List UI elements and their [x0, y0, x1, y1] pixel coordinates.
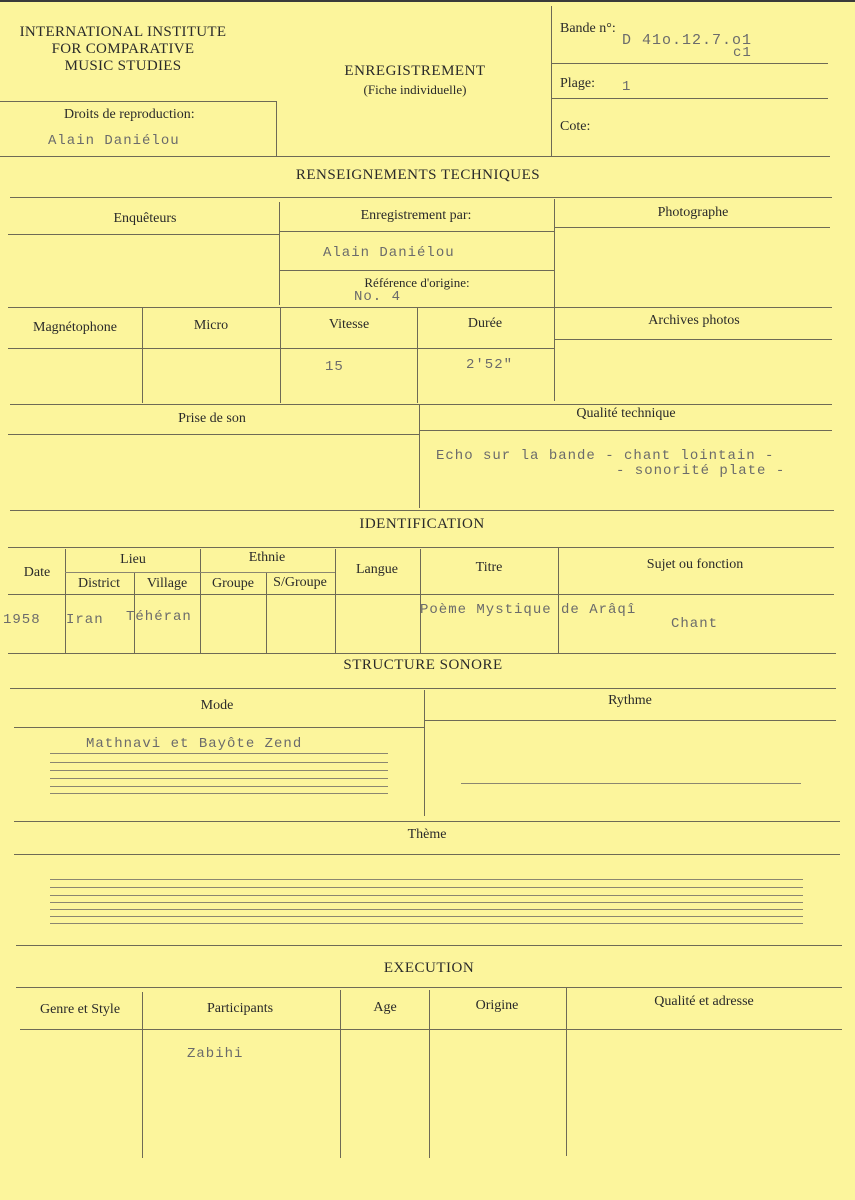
divider-line: [16, 945, 842, 946]
divider-line: [419, 404, 420, 508]
plage-label: Plage:: [560, 76, 595, 91]
band-suffix: c1: [733, 45, 752, 61]
divider-line: [50, 916, 803, 917]
row-date: 1958: [3, 612, 41, 628]
divider-line: [14, 854, 840, 855]
mode-value: Mathnavi et Bayôte Zend: [86, 736, 303, 752]
execution-section-title: EXECUTION: [383, 960, 475, 976]
age-label: Age: [373, 1000, 397, 1015]
structure-section-title: STRUCTURE SONORE: [343, 657, 503, 673]
micro-label: Micro: [193, 318, 229, 333]
ethnie-label: Ethnie: [248, 550, 286, 565]
divider-line: [10, 197, 832, 198]
institute-line-2: FOR COMPARATIVE: [51, 41, 195, 57]
divider-line: [551, 98, 828, 99]
participants-label: Participants: [206, 1001, 274, 1016]
row-sujet: Chant: [671, 616, 719, 632]
divider-line: [200, 549, 201, 653]
divider-line: [419, 430, 832, 431]
vitesse-label: Vitesse: [328, 317, 370, 332]
divider-line: [551, 63, 828, 64]
divider-line: [279, 270, 554, 271]
divider-line: [279, 231, 554, 232]
divider-line: [558, 547, 559, 653]
lieu-label: Lieu: [120, 552, 146, 567]
divider-line: [50, 762, 388, 763]
cote-label: Cote:: [560, 119, 591, 134]
divider-line: [0, 101, 276, 102]
duree-value: 2'52": [466, 357, 514, 373]
rights-label: Droits de reproduction:: [64, 107, 195, 122]
divider-line: [142, 307, 143, 403]
date-label: Date: [23, 565, 51, 580]
form-title: ENREGISTREMENT: [344, 63, 486, 79]
divider-line: [8, 348, 555, 349]
divider-line: [50, 895, 803, 896]
divider-line: [461, 783, 801, 784]
qualite-adresse-label: Qualité et adresse: [654, 994, 754, 1009]
divider-line: [554, 305, 555, 401]
divider-line: [276, 101, 277, 156]
magnetophone-label: Magnétophone: [33, 320, 117, 335]
divider-line: [8, 547, 834, 548]
qualite-technique-line-2: - sonorité plate -: [616, 463, 786, 479]
divider-line: [279, 202, 280, 305]
institute-line-3: MUSIC STUDIES: [64, 58, 182, 74]
mode-label: Mode: [200, 698, 234, 713]
participant-value: Zabihi: [187, 1046, 244, 1062]
band-label: Bande n°:: [560, 21, 616, 36]
institute-line-1: INTERNATIONAL INSTITUTE: [19, 24, 227, 40]
form-subtitle: (Fiche individuelle): [363, 82, 467, 97]
divider-line: [10, 510, 834, 511]
divider-line: [14, 821, 840, 822]
divider-line: [65, 572, 335, 573]
reference-label: Référence d'origine:: [364, 275, 470, 290]
institute-name: [0, 24, 246, 75]
divider-line: [142, 992, 143, 1158]
divider-line: [566, 988, 567, 1156]
qualite-technique-line-1: Echo sur la bande - chant lointain -: [436, 448, 775, 464]
qualite-technique-label: Qualité technique: [576, 406, 676, 421]
photographe-label: Photographe: [657, 205, 729, 220]
divider-line: [50, 793, 388, 794]
enqueteurs-label: Enquêteurs: [113, 211, 177, 226]
duree-label: Durée: [467, 316, 503, 331]
divider-line: [8, 653, 836, 654]
divider-line: [424, 720, 836, 721]
divider-line: [10, 688, 836, 689]
divider-line: [340, 990, 341, 1158]
divider-line: [280, 307, 281, 403]
divider-line: [417, 307, 418, 403]
divider-line: [266, 572, 267, 653]
titre-label: Titre: [475, 560, 503, 575]
langue-label: Langue: [356, 562, 398, 577]
divider-line: [8, 307, 832, 308]
divider-line: [20, 1029, 842, 1030]
origine-label: Origine: [475, 998, 519, 1013]
divider-line: [50, 753, 388, 754]
theme-label: Thème: [407, 827, 447, 842]
divider-line: [420, 549, 421, 653]
divider-line: [50, 879, 803, 880]
divider-line: [16, 987, 842, 988]
district-label: District: [78, 576, 120, 591]
rights-value: Alain Daniélou: [48, 133, 180, 149]
band-value: D 41o.12.7.o1: [622, 32, 753, 49]
groupe-label: Groupe: [212, 576, 254, 591]
divider-line: [554, 339, 832, 340]
header-divider: [551, 6, 552, 156]
divider-line: [50, 786, 388, 787]
divider-line: [8, 594, 834, 595]
divider-line: [554, 199, 555, 305]
plage-value: 1: [622, 79, 632, 95]
divider-line: [10, 404, 832, 405]
divider-line: [424, 690, 425, 816]
divider-line: [8, 434, 419, 435]
divider-line: [50, 902, 803, 903]
row-district: Iran: [66, 612, 104, 628]
enregistrement-value: Alain Daniélou: [323, 245, 455, 261]
divider-line: [50, 778, 388, 779]
village-label: Village: [146, 576, 188, 591]
divider-line: [8, 234, 279, 235]
divider-line: [50, 923, 803, 924]
prise-de-son-label: Prise de son: [178, 411, 246, 426]
divider-line: [50, 887, 803, 888]
archives-photos-label: Archives photos: [648, 313, 740, 328]
divider-line: [50, 770, 388, 771]
sujet-fonction-label: Sujet ou fonction: [646, 557, 744, 572]
vitesse-value: 15: [325, 359, 344, 375]
divider-line: [335, 549, 336, 653]
technical-section-title: RENSEIGNEMENTS TECHNIQUES: [295, 167, 541, 183]
rythme-label: Rythme: [608, 693, 652, 708]
divider-line: [0, 156, 830, 157]
divider-line: [65, 549, 66, 653]
identification-section-title: IDENTIFICATION: [359, 516, 485, 532]
sgroupe-label: S/Groupe: [273, 575, 327, 590]
row-village: Téhéran: [126, 609, 192, 625]
genre-style-label: Genre et Style: [39, 1002, 121, 1017]
enregistrement-par-label: Enregistrement par:: [360, 208, 472, 223]
row-titre: Poème Mystique de Arâqî: [420, 602, 637, 618]
index-card: [0, 2, 855, 1200]
divider-line: [50, 909, 803, 910]
divider-line: [14, 727, 424, 728]
reference-value: No. 4: [354, 289, 402, 305]
divider-line: [429, 990, 430, 1158]
divider-line: [554, 227, 830, 228]
